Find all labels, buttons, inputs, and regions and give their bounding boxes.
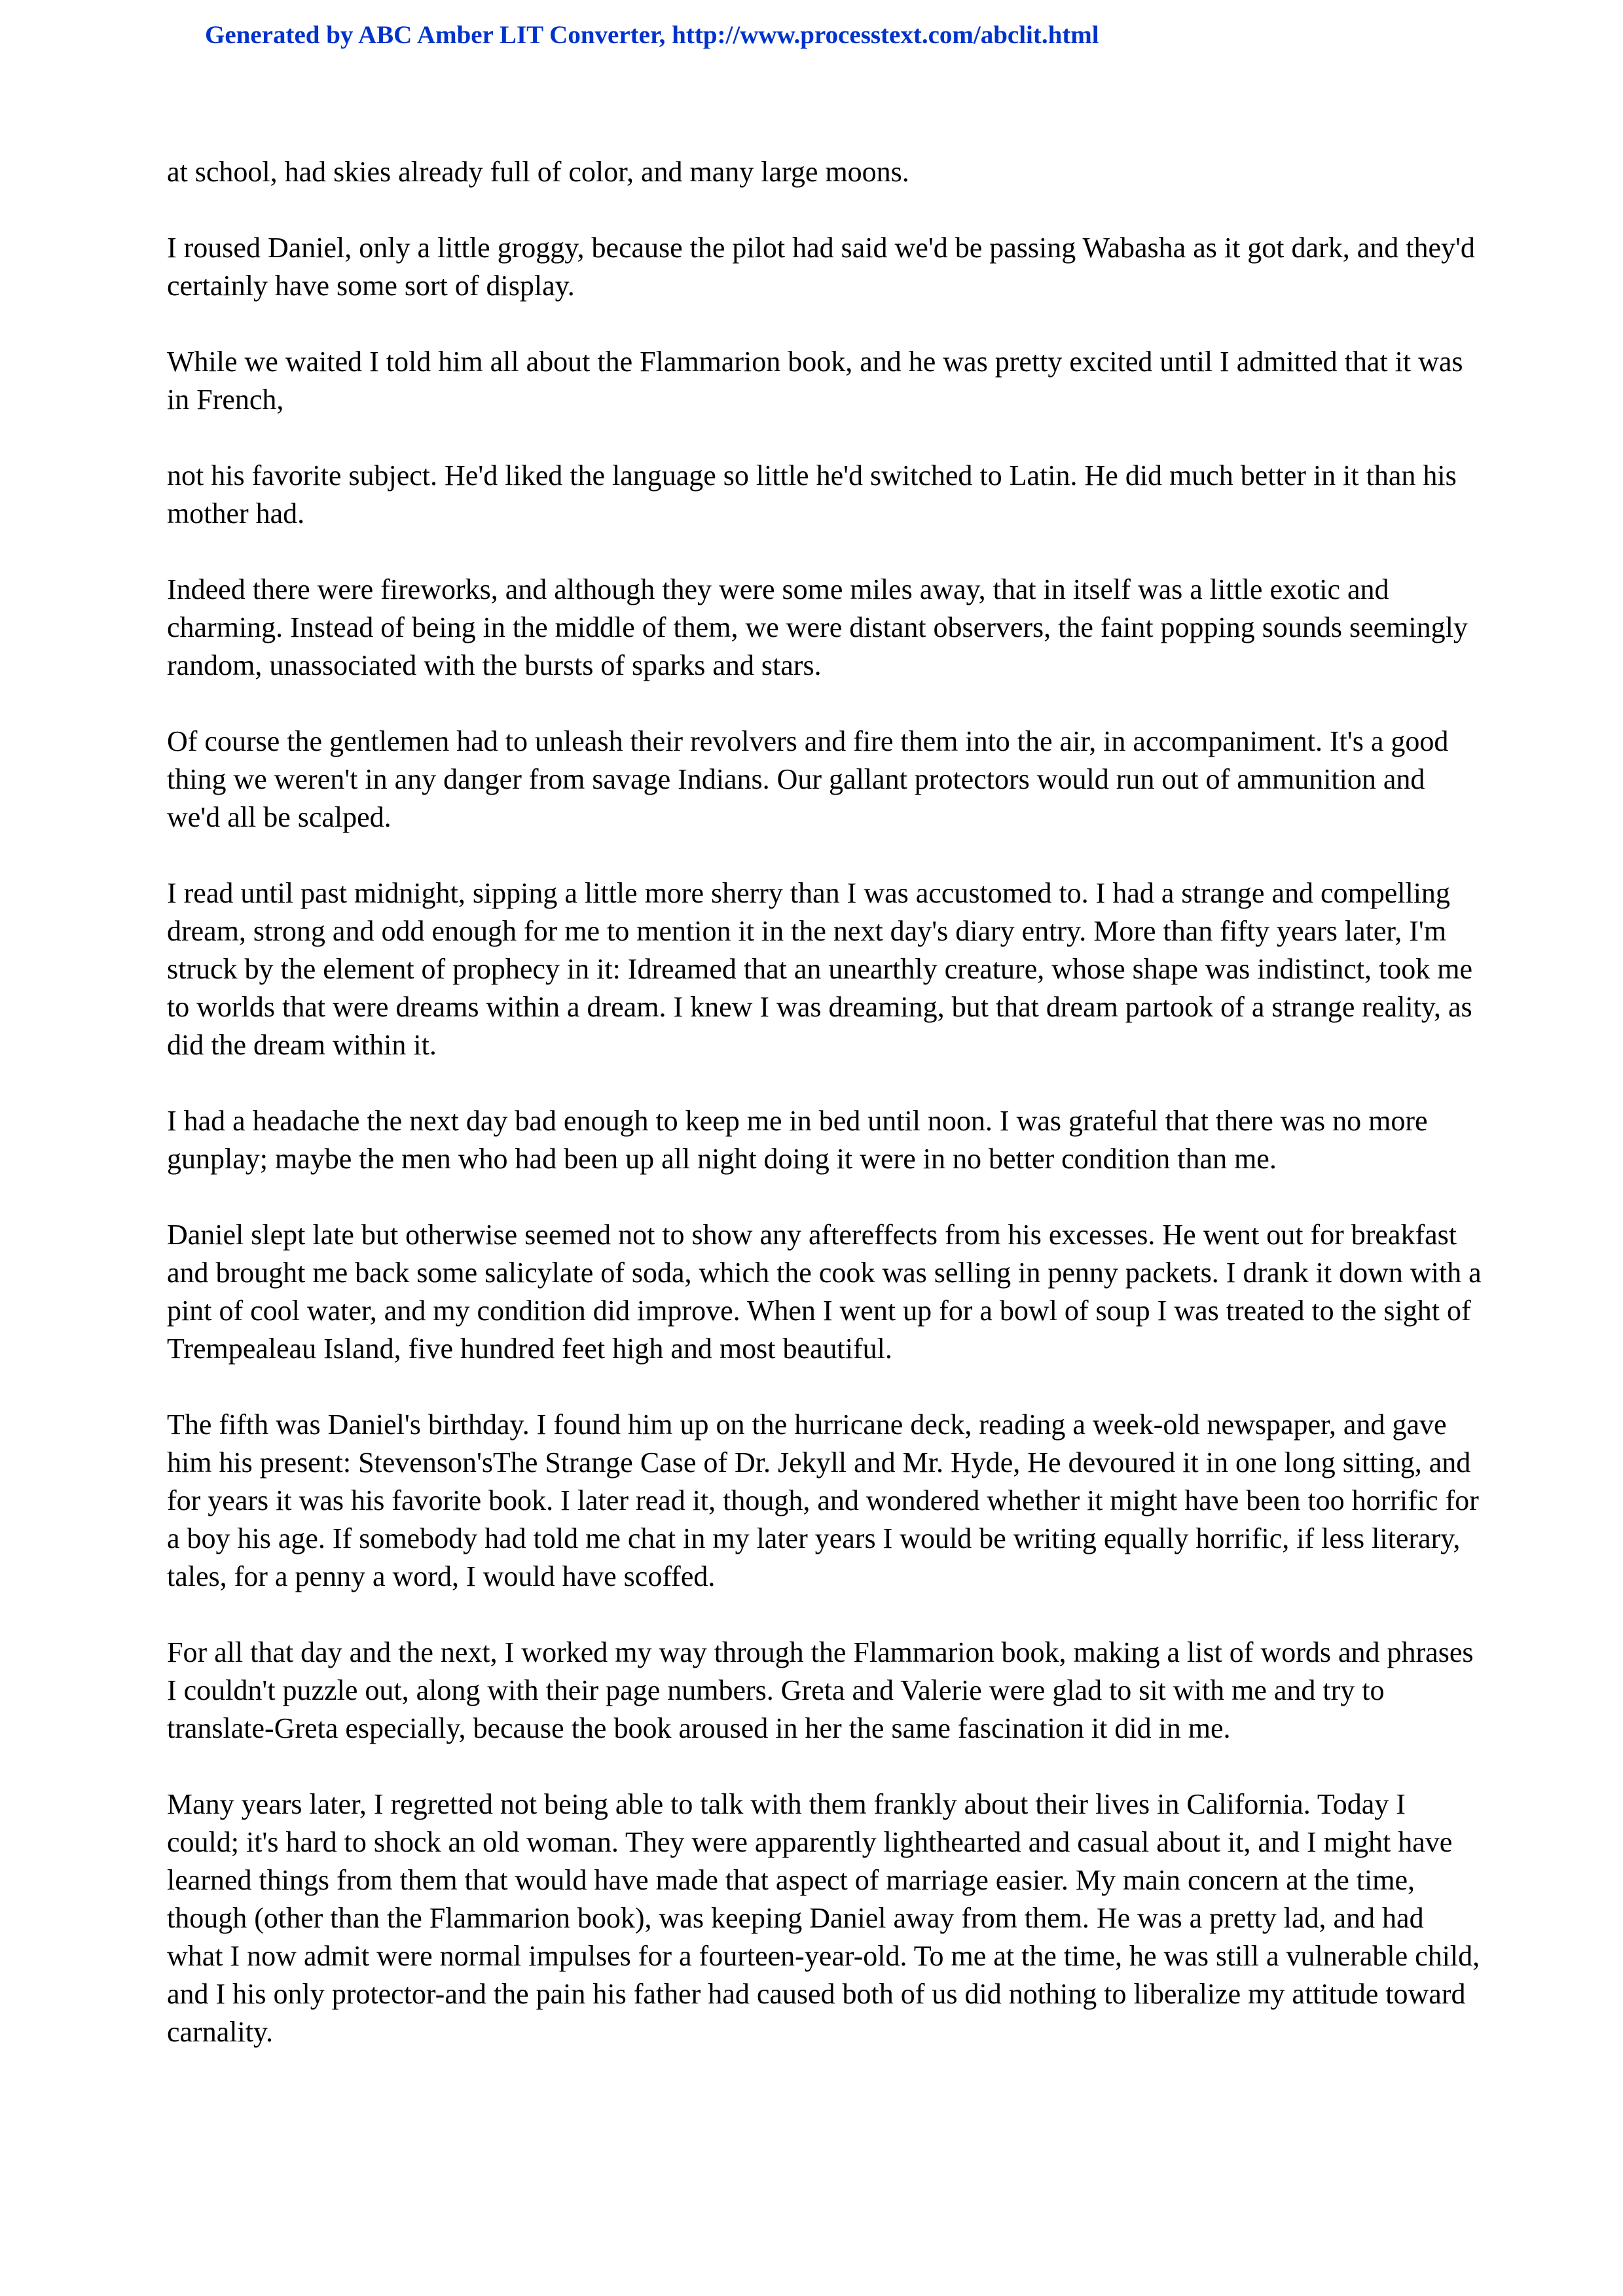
paragraph: Daniel slept late but otherwise seemed not to show any aftereffects from his excesses. He went out for breakfast and brought me back some salicylate of soda, which the cook was selling in penny packets. I drank it down with a pint of cool water, and my condition did improve. When I went up for a bowl of soup I was treated to the sight of Trempealeau Island, five hundred feet high and most beautiful. <box>167 1219 1482 1365</box>
paragraph: Many years later, I regretted not being able to talk with them frankly about their lives in California. Today I could; it's hard to shock an old woman. They were apparently lighthearted and casual about it, and I might have learned things from them that would have made that aspect of marriage easier. My main concern at the time, though (other than the Flammarion book), was keeping Daniel away from them. He was a pretty lad, and had what I now admit were normal impulses for a fourteen-year-old. To me at the time, he was still a vulnerable child, and I his only protector-and the pain his father had caused both of us did nothing to liberalize my attitude toward carnality. <box>167 1788 1480 2048</box>
paragraph: I roused Daniel, only a little groggy, because the pilot had said we'd be passing Wabasha as it got dark, and they'd certainly have some sort of display. <box>167 232 1475 302</box>
paragraph: For all that day and the next, I worked my way through the Flammarion book, making a list of words and phrases I couldn't puzzle out, along with their page numbers. Greta and Valerie were glad to sit with me and try to translate-Greta especially, because the book aroused in her the same fascination it did in me. <box>167 1636 1474 1744</box>
converter-header: Generated by ABC Amber LIT Converter, http://www.processtext.com/abclit.html <box>205 21 1099 49</box>
paragraph: not his favorite subject. He'd liked the language so little he'd switched to Latin. He did much better in it than his mother had. <box>167 459 1457 529</box>
paragraph: The fifth was Daniel's birthday. I found him up on the hurricane deck, reading a week-old newspaper, and gave him his present: Stevenson'sThe Strange Case of Dr. Jekyll and Mr. Hyde, He devoured it in one long sitting, and for years it was his favorite book. I later read it, though, and wondered whether it might have been too horrific for a boy his age. If somebody had told me chat in my later years I would be writing equally horrific, if less literary, tales, for a penny a word, I would have scoffed. <box>167 1408 1479 1592</box>
paragraph: I had a headache the next day bad enough to keep me in bed until noon. I was grateful that there was no more gunplay; maybe the men who had been up all night doing it were in no better condition than me. <box>167 1105 1428 1175</box>
paragraph: While we waited I told him all about the Flammarion book, and he was pretty excited until I admitted that it was in French, <box>167 346 1463 416</box>
paragraph: at school, had skies already full of color, and many large moons. <box>167 156 909 188</box>
body-text <box>167 153 1483 2089</box>
paragraph: Indeed there were fireworks, and although they were some miles away, that in itself was a little exotic and charming. Instead of being in the middle of them, we were distant observers, the faint popping sounds seemingly random, unassociated with the bursts of sparks and stars. <box>167 573 1468 681</box>
paragraph: Of course the gentlemen had to unleash their revolvers and fire them into the air, in accompaniment. It's a good thing we weren't in any danger from savage Indians. Our gallant protectors would run out of ammunition and we'd all be scalped. <box>167 725 1449 833</box>
paragraph: I read until past midnight, sipping a little more sherry than I was accustomed to. I had a strange and compelling dream, strong and odd enough for me to mention it in the next day's diary entry. More than fifty years later, I'm struck by the element of prophecy in it: Idreamed that an unearthly creature, whose shape was indistinct, took me to worlds that were dreams within a dream. I knew I was dreaming, but that dream partook of a strange reality, as did the dream within it. <box>167 877 1473 1061</box>
